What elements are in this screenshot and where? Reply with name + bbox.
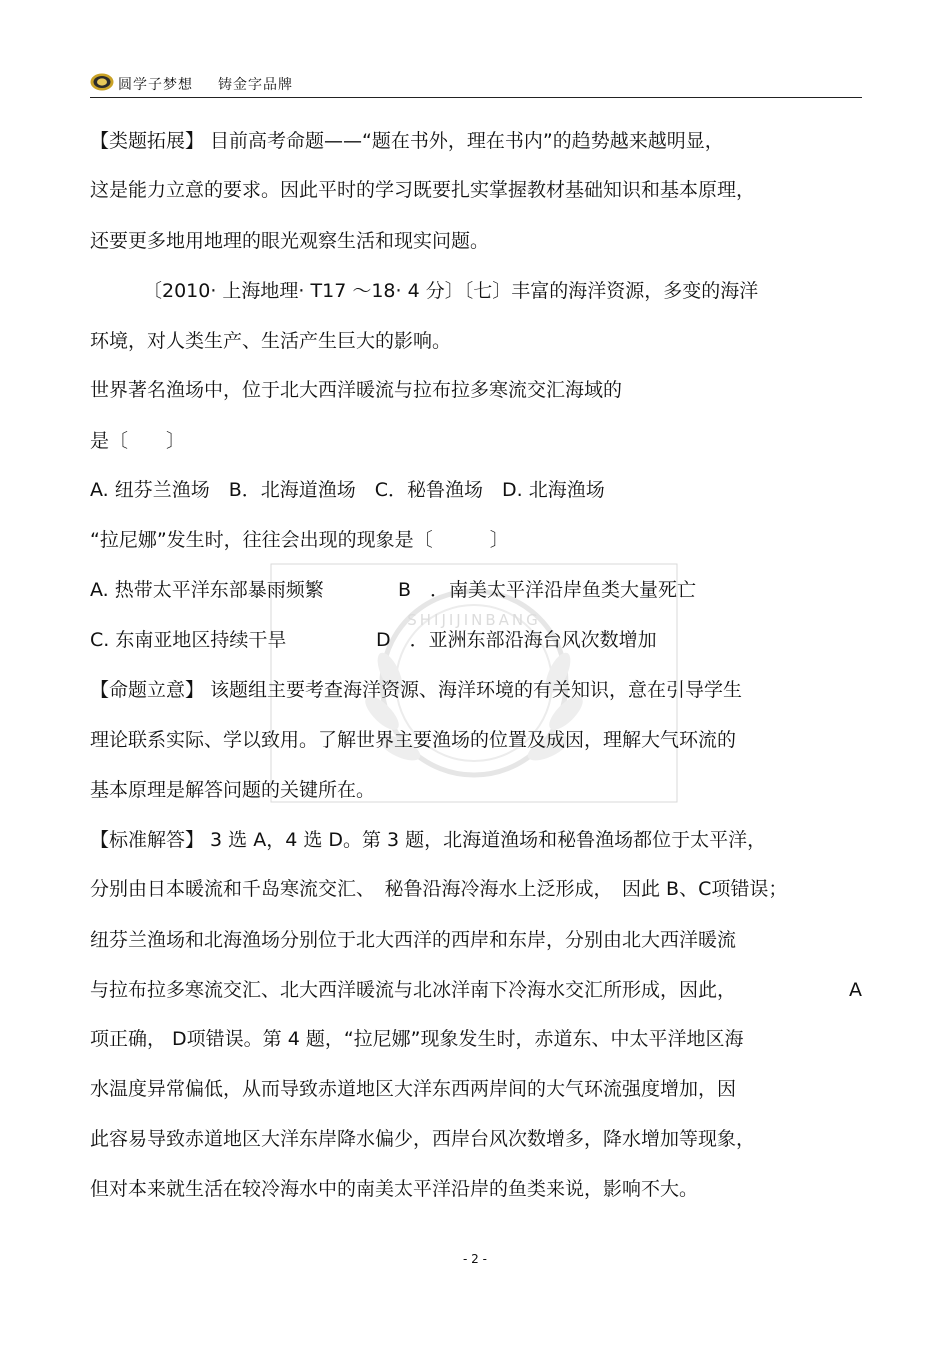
- question-3-options: A. 纽芬兰渔场 B．北海道渔场 C．秘鲁渔场 D. 北海渔场: [90, 479, 605, 501]
- page-number: - 2 -: [463, 1252, 487, 1266]
- text-line: 与拉布拉多寒流交汇、北大西洋暖流与北冰洋南下冷海水交汇所形成，因此，: [90, 979, 737, 1001]
- header-slogan: 铸金字品牌: [218, 77, 293, 93]
- text-line: 分别由日本暖流和千岛寒流交汇、 秘鲁沿海冷海水上泛形成， 因此 B、C项错误；: [90, 878, 788, 900]
- header-divider: [90, 97, 862, 98]
- header-brand: 圆学子梦想: [118, 77, 193, 93]
- text-line: A: [849, 979, 862, 1001]
- text-line: 基本原理是解答问题的关键所在。: [90, 779, 376, 801]
- option-b: B ．南美太平洋沿岸鱼类大量死亡: [398, 579, 697, 601]
- text-line: 还要更多地用地理的眼光观察生活和现实问题。: [90, 230, 490, 252]
- question-3-stem: 世界著名渔场中，位于北大西洋暖流与拉布拉多寒流交汇海域的: [90, 379, 623, 401]
- text-line: 水温度异常偏低，从而导致赤道地区大洋东西两岸间的大气环流强度增加，因: [90, 1078, 737, 1100]
- option-d: D ．亚洲东部沿海台风次数增加: [376, 629, 657, 651]
- text-line: 纽芬兰渔场和北海渔场分别位于北大西洋的西岸和东岸，分别由北大西洋暖流: [90, 929, 737, 951]
- question-3-blank: 是〔 〕: [90, 430, 186, 452]
- text-line: 【命题立意】 该题组主要考查海洋资源、海洋环境的有关知识，意在引导学生: [90, 679, 743, 701]
- option-c: C. 东南亚地区持续干旱: [90, 629, 287, 651]
- text-line: 此容易导致赤道地区大洋东岸降水偏少，西岸台风次数增多，降水增加等现象，: [90, 1128, 756, 1150]
- watermark-text: SHIJIJINBANG: [407, 611, 541, 629]
- text-line: 项正确， D项错误。第 4 题，“拉尼娜”现象发生时，赤道东、中太平洋地区海: [90, 1028, 744, 1050]
- text-line: 环境，对人类生产、生活产生巨大的影响。: [90, 330, 452, 352]
- logo-icon: [90, 73, 114, 91]
- question-4-stem: “拉尼娜”发生时，往往会出现的现象是〔 〕: [90, 529, 509, 551]
- text-line: 【类题拓展】 目前高考命题——“题在书外，理在书内”的趋势越来越明显，: [90, 130, 724, 152]
- text-line: 但对本来就生活在较冷海水中的南美太平洋沿岸的鱼类来说，影响不大。: [90, 1178, 699, 1200]
- text-line: 理论联系实际、学以致用。了解世界主要渔场的位置及成因，理解大气环流的: [90, 729, 737, 751]
- text-line: 〔2010· 上海地理· T17 ～18· 4 分〕〔七〕丰富的海洋资源，多变的海洋: [143, 280, 759, 302]
- page-header: [90, 72, 862, 98]
- text-line: 【标准解答】 3 选 A，4 选 D。第 3 题，北海道渔场和秘鲁渔场都位于太平洋，: [90, 829, 767, 851]
- text-line: 这是能力立意的要求。因此平时的学习既要扎实掌握教材基础知识和基本原理，: [90, 179, 756, 201]
- option-a: A. 热带太平洋东部暴雨频繁: [90, 579, 324, 601]
